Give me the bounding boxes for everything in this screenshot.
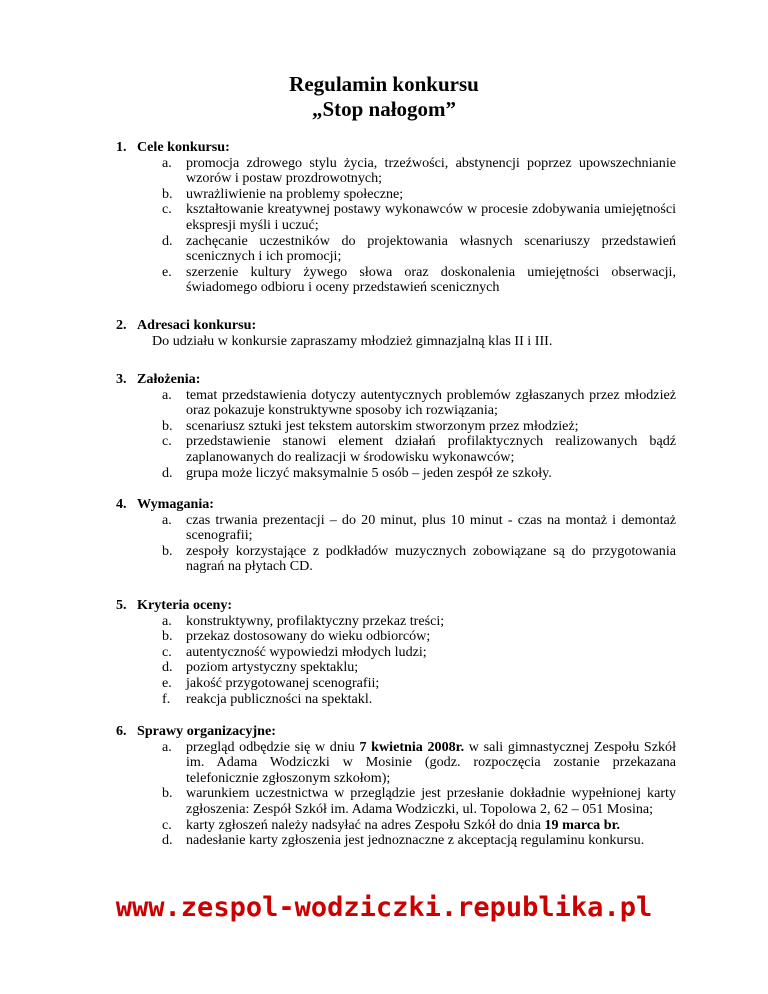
list-letter: f. <box>162 690 171 707</box>
list-item <box>116 833 676 849</box>
list-letter: c. <box>162 433 172 450</box>
list-item-text: jakość przygotowanej scenografii; <box>186 674 380 691</box>
list-letter: b. <box>162 185 173 202</box>
list-item <box>116 156 676 187</box>
list-letter: b. <box>162 417 173 434</box>
deadline-date: 19 marca br. <box>544 816 621 833</box>
list-letter: c. <box>162 201 172 218</box>
list-letter: d. <box>162 464 173 481</box>
section-criteria <box>116 598 676 707</box>
section-heading: Cele konkursu: <box>137 139 230 155</box>
list-item-text: w sali gimnastycznej Zespołu Szkół im. Adama Wodziczki w Mosinie (godz. rozpoczęcia zostanie przekazana telefonicznie zgłoszonym szkołom); <box>186 738 677 786</box>
list-item <box>116 676 676 692</box>
list-item-text: przedstawienie stanowi element działań profilaktycznych realizowanych bądź zaplanowanych do realizacji w środowisku wykonawców; <box>186 433 676 465</box>
list-item-text: autentyczność wypowiedzi młodych ludzi; <box>186 643 427 660</box>
list-item-text: reakcja publiczności na spektakl. <box>186 690 373 707</box>
section-organization <box>116 724 676 849</box>
list-item <box>116 544 676 575</box>
list-item <box>116 388 676 419</box>
list-item <box>116 513 676 544</box>
section-number: 2. <box>116 317 127 333</box>
section-number: 1. <box>116 139 127 155</box>
list-item <box>116 265 676 296</box>
list-item-text: scenariusz sztuki jest tekstem autorskim stworzonym przez młodzież; <box>186 417 579 434</box>
section-assumptions <box>116 372 676 481</box>
list-item-text: konstruktywny, profilaktyczny przekaz treści; <box>186 612 445 629</box>
list-item <box>116 419 676 435</box>
list-item <box>116 629 676 645</box>
section-heading: Kryteria oceny: <box>137 597 233 613</box>
list-letter: a. <box>162 154 172 171</box>
document-title: Regulamin konkursu <box>289 72 479 96</box>
list-letter: a. <box>162 612 172 629</box>
list-item <box>116 202 676 233</box>
list-item-text: grupa może liczyć maksymalnie 5 osób – jeden zespół ze szkoły. <box>186 464 552 481</box>
section-heading: Sprawy organizacyjne: <box>137 723 276 739</box>
list-item-text: uwrażliwienie na problemy społeczne; <box>186 185 404 202</box>
list-letter: b. <box>162 542 173 559</box>
list-item-text: szerzenie kultury żywego słowa oraz doskonalenia umiejętności obserwacji, świadomego odbioru i oceny przedstawień scenicznych <box>186 263 676 296</box>
section-goals <box>116 140 676 296</box>
list-item <box>116 740 676 787</box>
list-item <box>116 645 676 661</box>
list-item-text: karty zgłoszeń należy nadsyłać na adres Zespołu Szkół do dnia <box>186 816 545 833</box>
section-number: 6. <box>116 723 127 739</box>
list-item-text: zespoły korzystające z podkładów muzycznych zobowiązane są do przygotowania nagrań na płytach CD. <box>186 542 676 575</box>
list-letter: e. <box>162 674 172 691</box>
list-item <box>116 818 676 834</box>
list-item-text: poziom artystyczny spektaklu; <box>186 659 359 676</box>
section-requirements <box>116 497 676 575</box>
list-item-text: przekaz dostosowany do wieku odbiorców; <box>186 628 431 645</box>
list-item <box>116 187 676 203</box>
list-item-text: temat przedstawienia dotyczy autentycznych problemów zgłaszanych przez młodzież oraz pokazuje konstruktywne sposoby ich rozwiązania; <box>186 386 676 419</box>
list-letter: c. <box>162 816 172 833</box>
list-letter: b. <box>162 628 173 645</box>
list-item <box>116 692 676 708</box>
list-item-text: przegląd odbędzie się w dniu <box>186 738 360 755</box>
document-subtitle: „Stop nałogom” <box>311 97 457 121</box>
list-item <box>116 660 676 676</box>
list-letter: e. <box>162 263 172 280</box>
section-number: 5. <box>116 597 127 613</box>
list-item-text: warunkiem uczestnictwa w przeglądzie jest przesłanie dokładnie wypełnionej karty zgłoszenia: Zespół Szkół im. Adama Wodziczki, ul. Topolowa 2, 62 – 051 Mosina; <box>186 785 676 817</box>
list-letter: a. <box>162 386 172 403</box>
section-addressees <box>116 318 676 349</box>
list-item <box>116 466 676 482</box>
section-heading: Adresaci konkursu: <box>137 317 257 333</box>
footer-url: www.zespol-wodziczki.republika.pl <box>115 892 653 923</box>
list-item-text: promocja zdrowego stylu życia, trzeźwości, abstynencji poprzez upowszechnianie wzorów i postaw prozdrowotnych; <box>186 154 676 187</box>
section-heading: Założenia: <box>137 371 201 387</box>
list-item-text: nadesłanie karty zgłoszenia jest jednoznaczne z akceptacją regulaminu konkursu. <box>186 832 645 849</box>
section-heading: Wymagania: <box>137 496 214 512</box>
list-item <box>116 614 676 630</box>
event-date: 7 kwietnia 2008r. <box>359 738 465 755</box>
list-letter: c. <box>162 643 172 660</box>
list-letter: a. <box>162 738 172 755</box>
list-item-text: zachęcanie uczestników do projektowania własnych scenariuszy przedstawień scenicznych i ich promocji; <box>186 232 676 265</box>
list-letter: d. <box>162 832 173 849</box>
list-item <box>116 786 676 817</box>
section-number: 3. <box>116 371 127 387</box>
list-item-text: kształtowanie kreatywnej postawy wykonawców w procesie zdobywania umiejętności ekspresji myśli i uczuć; <box>186 201 676 233</box>
list-letter: d. <box>162 232 173 249</box>
section-text: Do udziału w konkursie zapraszamy młodzież gimnazjalną klas II i III. <box>152 332 553 349</box>
list-item <box>116 234 676 265</box>
list-letter: b. <box>162 785 173 802</box>
list-item <box>116 434 676 465</box>
list-item-text: czas trwania prezentacji – do 20 minut, plus 10 minut - czas na montaż i demontaż scenografii; <box>186 511 676 544</box>
section-number: 4. <box>116 496 127 512</box>
list-letter: d. <box>162 659 173 676</box>
list-letter: a. <box>162 511 172 528</box>
